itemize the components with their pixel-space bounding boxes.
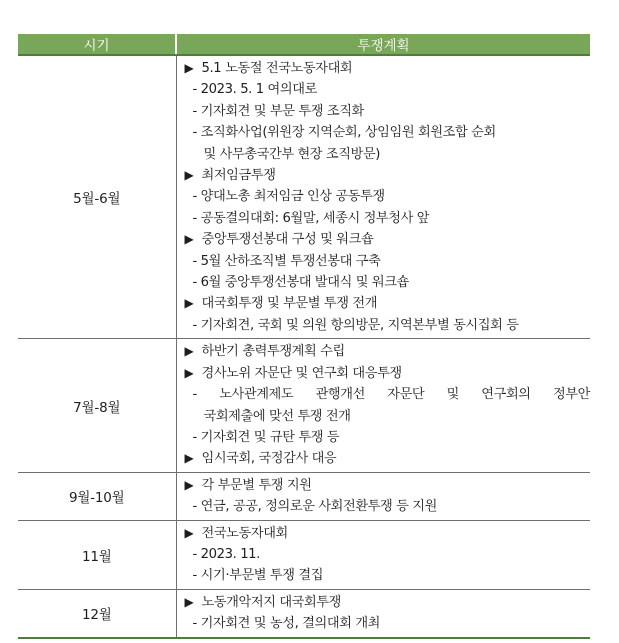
plan-sub-item: - 기자회견, 국회 및 의원 항의방문, 지역본부별 동시집회 등 [192, 317, 519, 333]
plan-sub-item: - 노사관계제도 관행개선 자문단 및 연구회의 정부안 [192, 387, 590, 403]
plan-item-text: 노동개악저지 대국회투쟁 [201, 594, 342, 610]
plan-sub-item: - 5월 산하조직별 투쟁선봉대 구축 [192, 253, 381, 269]
plan-item-heading [185, 475, 591, 496]
plan-item-text: 경사노위 자문단 및 연구회 대응투쟁 [201, 365, 402, 381]
triangle-bullet-icon: ▶ [184, 168, 194, 183]
triangle-bullet-icon: ▶ [184, 232, 194, 247]
plan-cell [176, 520, 590, 589]
struggle-plan-table [18, 34, 590, 639]
table-row [18, 339, 590, 472]
plan-sub-item: - 양대노총 최저임금 인상 공동투쟁 [192, 189, 385, 205]
plan-item-heading [185, 592, 591, 613]
triangle-bullet-icon: ▶ [184, 365, 194, 380]
triangle-bullet-icon: ▶ [184, 296, 194, 311]
plan-item-heading [185, 58, 591, 79]
plan-item-heading [185, 341, 591, 362]
plan-item-text: 하반기 총력투쟁계획 수립 [201, 344, 345, 360]
plan-item-heading [185, 363, 591, 384]
triangle-bullet-icon: ▶ [184, 344, 194, 359]
plan-item-heading [185, 523, 591, 544]
plan-sub-item: - 연금, 공공, 정의로운 사회전환투쟁 등 지원 [192, 499, 437, 515]
plan-sub-item-continuation: 및 사무총국간부 현장 조직방문) [203, 146, 381, 162]
plan-cell [176, 339, 590, 472]
plan-cell [176, 55, 590, 339]
header-plan: 투쟁계획 [176, 34, 590, 55]
header-period: 시기 [18, 34, 176, 55]
table-row [18, 55, 590, 339]
table-row [18, 589, 590, 637]
struggle-plan-document [18, 34, 590, 639]
plan-sub-item: - 시기·부문별 투쟁 결집 [192, 568, 324, 584]
triangle-bullet-icon: ▶ [184, 525, 194, 540]
plan-item-text: 전국노동자대회 [201, 525, 288, 541]
plan-item-text: 최저임금투쟁 [201, 168, 276, 184]
plan-cell [176, 589, 590, 637]
period-cell: 7월-8월 [18, 339, 176, 472]
triangle-bullet-icon: ▶ [184, 477, 194, 492]
plan-item-text: 대국회투쟁 및 부문별 투쟁 전개 [201, 296, 378, 312]
plan-sub-item: - 6월 중앙투쟁선봉대 발대식 및 워크숍 [192, 275, 409, 291]
plan-item-text: 중앙투쟁선봉대 구성 및 워크숍 [201, 232, 374, 248]
period-cell: 9월-10월 [18, 472, 176, 520]
plan-sub-item: - 기자회견 및 농성, 결의대회 개최 [192, 616, 381, 632]
plan-sub-item: - 기자회견 및 규탄 투쟁 등 [192, 429, 340, 445]
plan-item-heading [185, 165, 591, 186]
plan-item-text: 임시국회, 국정감사 대응 [201, 451, 337, 467]
plan-sub-item: - 2023. 5. 1 여의대로 [192, 82, 317, 98]
table-header-row [18, 34, 590, 55]
plan-cell [176, 472, 590, 520]
period-cell: 5월-6월 [18, 55, 176, 339]
period-cell: 12월 [18, 589, 176, 637]
plan-sub-item: - 2023. 11. [192, 546, 260, 562]
plan-item-heading [185, 448, 591, 469]
plan-item-heading [185, 229, 591, 250]
triangle-bullet-icon: ▶ [184, 451, 194, 466]
plan-item-text: 5.1 노동절 전국노동자대회 [201, 61, 353, 76]
table-row [18, 472, 590, 520]
table-body [18, 55, 590, 638]
plan-sub-item: - 공동결의대회: 6월말, 세종시 정부청사 앞 [192, 210, 430, 226]
period-cell: 11월 [18, 520, 176, 589]
plan-item-heading [185, 293, 591, 314]
triangle-bullet-icon: ▶ [184, 61, 194, 75]
triangle-bullet-icon: ▶ [184, 594, 194, 609]
plan-sub-item: - 기자회견 및 부문 투쟁 조직화 [192, 103, 364, 119]
plan-item-text: 각 부문별 투쟁 지원 [201, 477, 312, 493]
plan-sub-item: - 조직화사업(위원장 지역순회, 상임임원 회원조합 순회 [192, 125, 496, 141]
table-row [18, 520, 590, 589]
plan-sub-item-continuation: 국회제출에 맞선 투쟁 전개 [203, 408, 351, 424]
